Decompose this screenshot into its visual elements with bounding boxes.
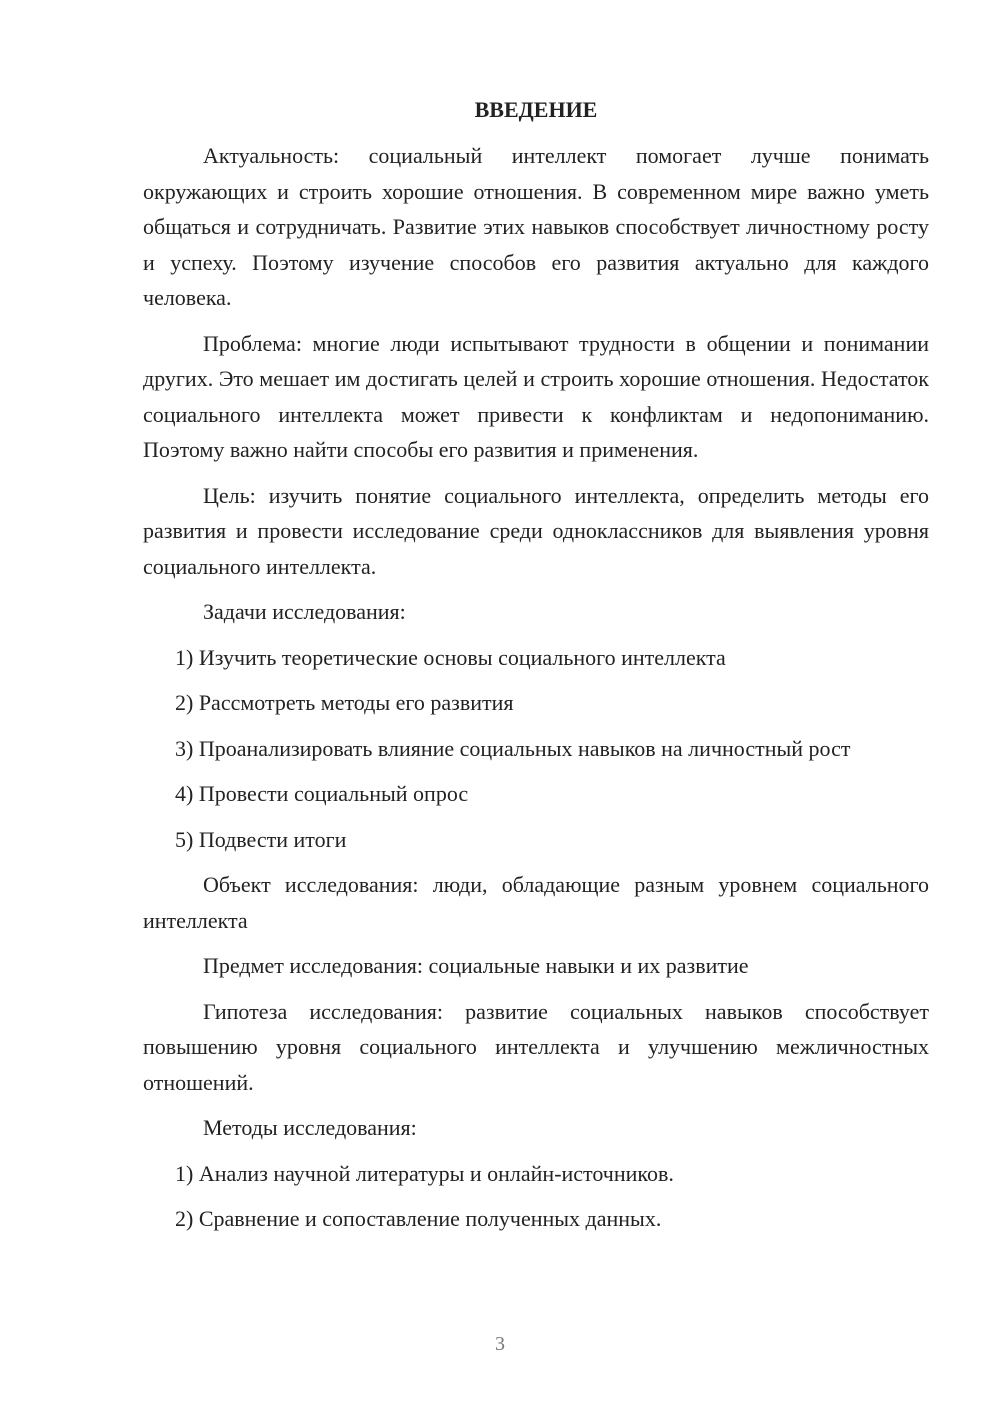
- problem-paragraph: Проблема: многие люди испытывают трудности в общении и понимании других. Это мешает им достигать целей и строить хорошие отношения. Недостаток социального интеллекта может привести к конфликтам и недопониманию. Поэтому важно найти способы его развития и применения.: [143, 330, 929, 462]
- task-item-1: 1) Изучить теоретические основы социального интеллекта: [175, 644, 726, 670]
- task-item-3: 3) Проанализировать влияние социальных навыков на личностный рост: [175, 735, 851, 761]
- document-page: [143, 90, 929, 1247]
- relevance-paragraph: Актуальность: социальный интеллект помогает лучше понимать окружающих и строить хорошие отношения. В современном мире важно уметь общаться и сотрудничать. Развитие этих навыков способствует личностному росту и успеху. Поэтому изучение способов его развития актуально для каждого человека.: [143, 143, 929, 310]
- task-item-2: 2) Рассмотреть методы его развития: [175, 690, 514, 715]
- page-number: 3: [495, 1333, 505, 1355]
- method-item-1: 1) Анализ научной литературы и онлайн-источников.: [175, 1160, 674, 1186]
- method-item-2: 2) Сравнение и сопоставление полученных данных.: [175, 1206, 662, 1231]
- task-item-5: 5) Подвести итоги: [175, 826, 347, 852]
- goal-paragraph: Цель: изучить понятие социального интеллекта, определить методы его развития и провести исследование среди одноклассников для выявления уровня социального интеллекта.: [143, 482, 929, 579]
- object-paragraph: Объект исследования: люди, обладающие разным уровнем социального интеллекта: [143, 872, 929, 933]
- task-item-4: 4) Провести социальный опрос: [175, 781, 469, 806]
- subject-paragraph: Предмет исследования: социальные навыки и их развитие: [203, 953, 749, 978]
- hypothesis-paragraph: Гипотеза исследования: развитие социальных навыков способствует повышению уровня социального интеллекта и улучшению межличностных отношений.: [143, 998, 929, 1095]
- tasks-heading: Задачи исследования:: [203, 599, 406, 624]
- methods-heading: Методы исследования:: [203, 1115, 417, 1140]
- section-title: ВВЕДЕНИЕ: [474, 97, 598, 122]
